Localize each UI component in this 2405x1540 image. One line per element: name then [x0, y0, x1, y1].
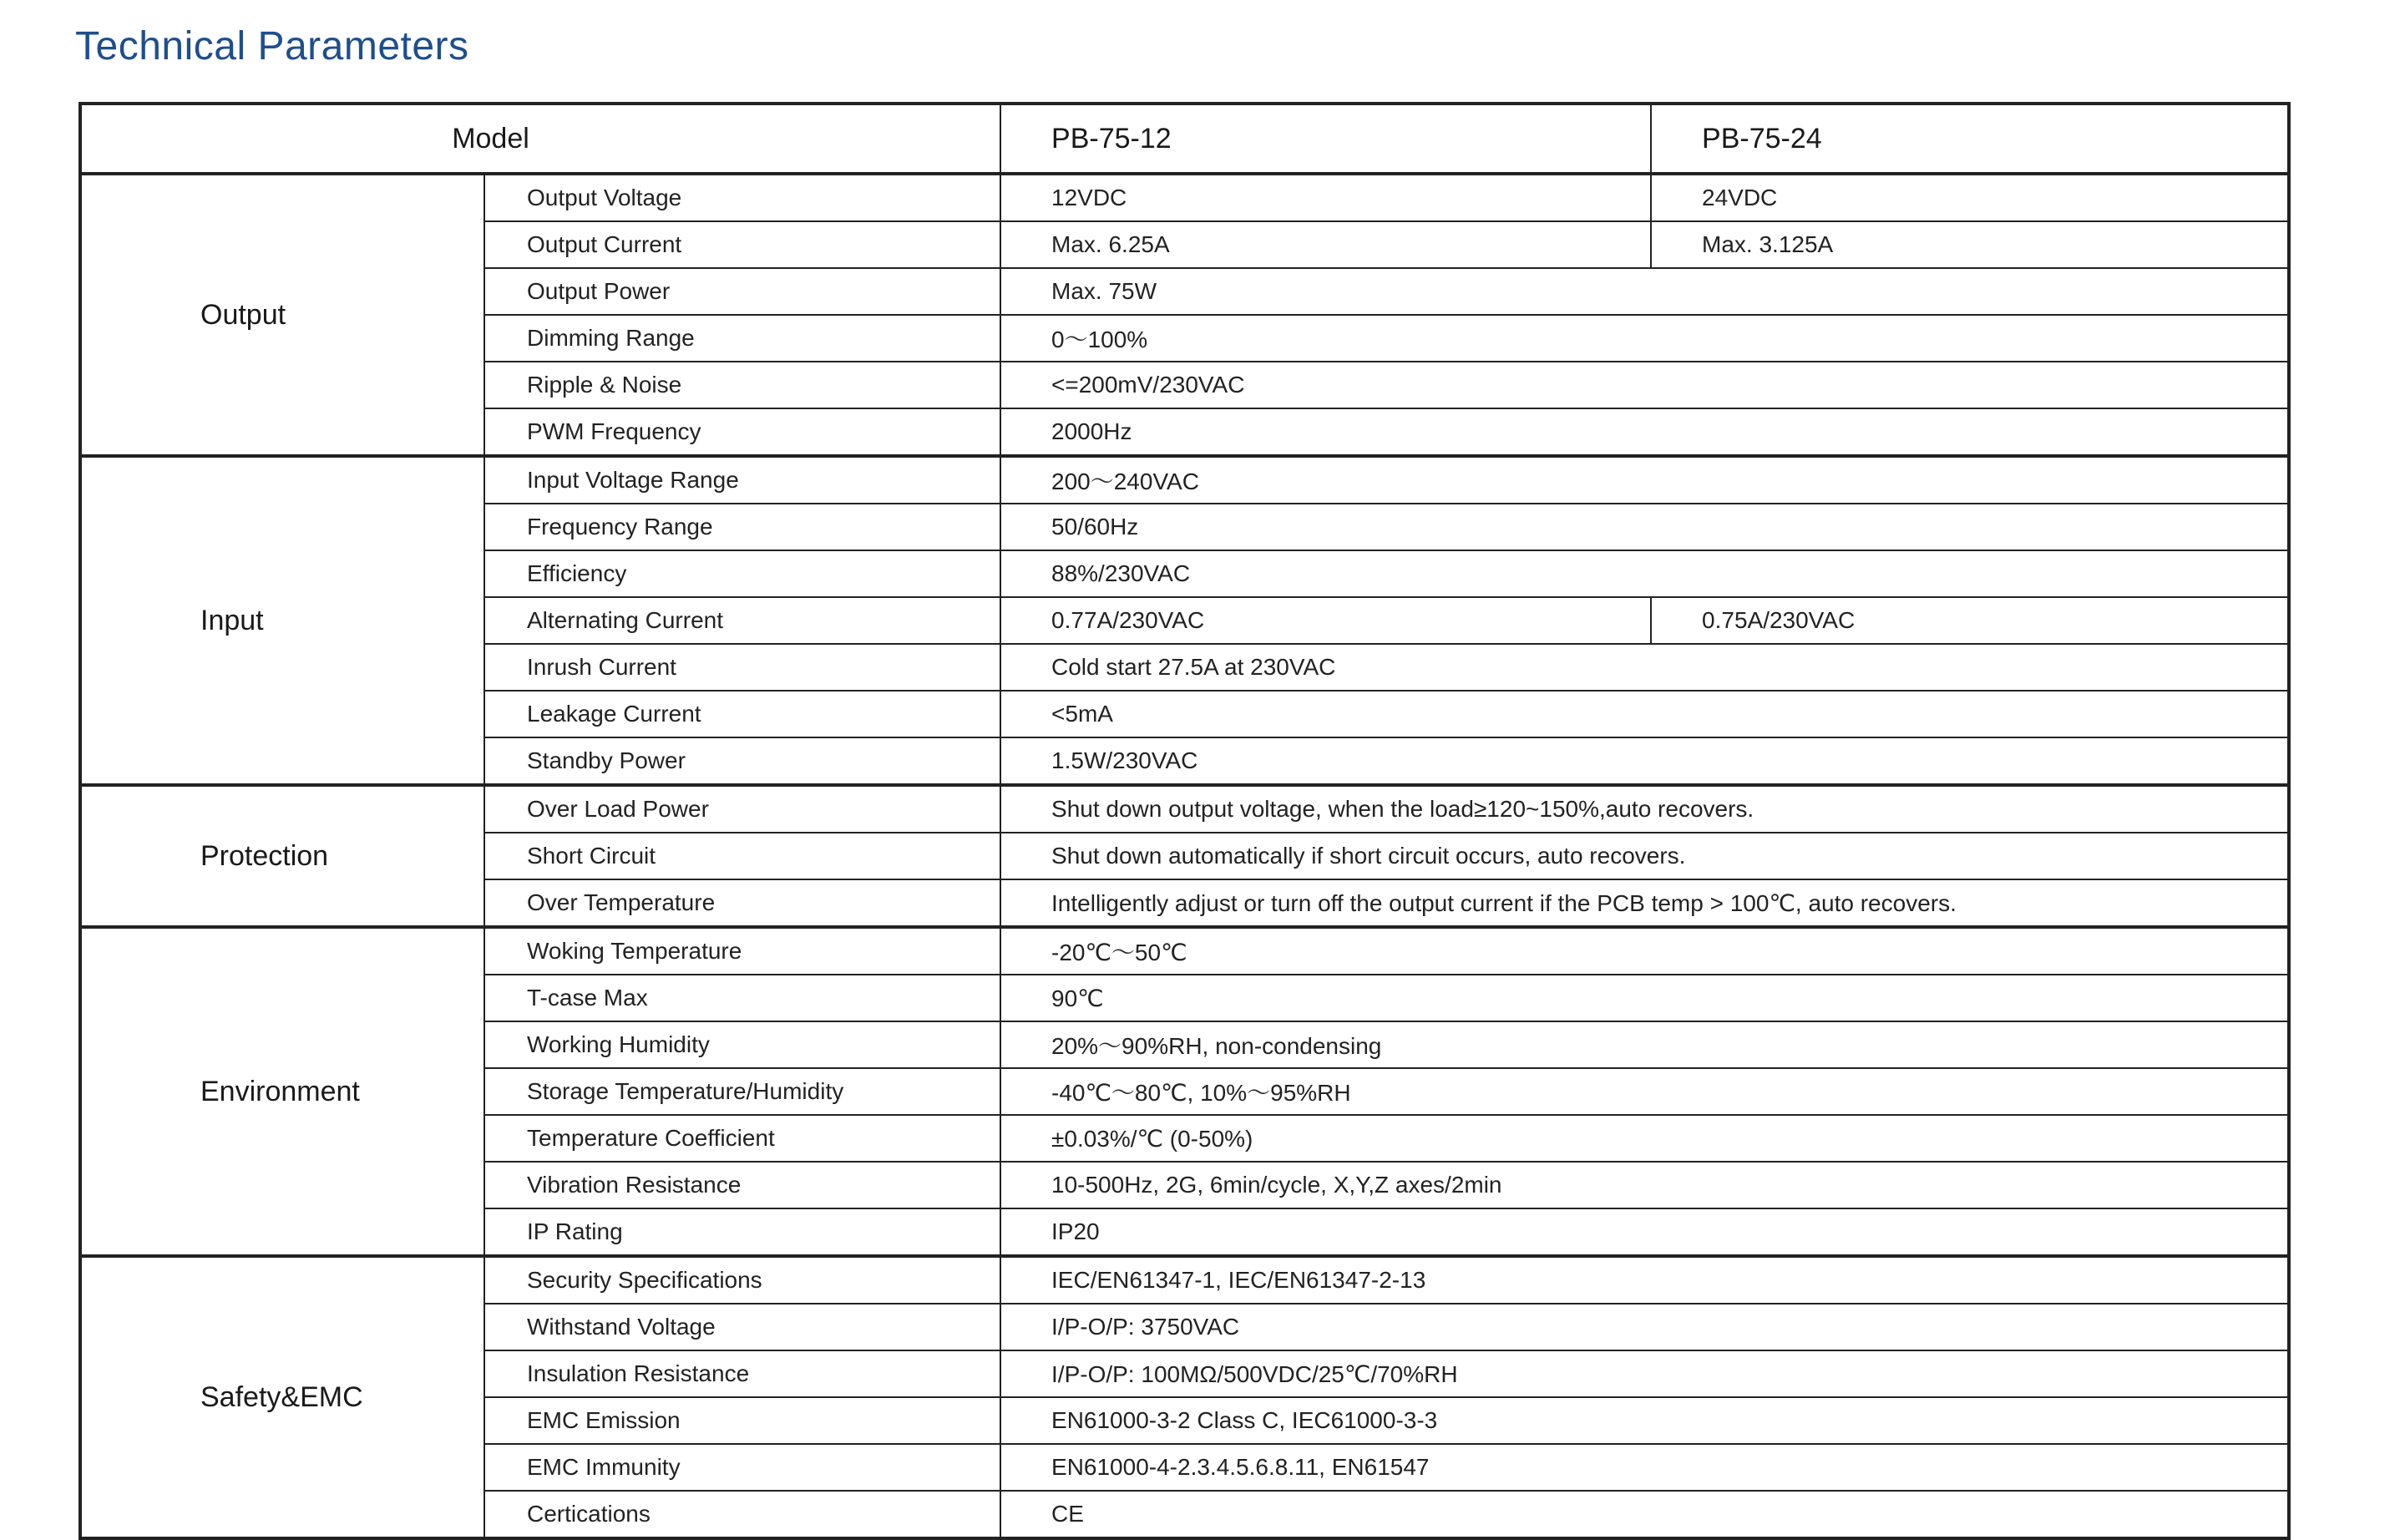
parameter-value: 0.77A/230VAC	[1000, 597, 1651, 644]
group-label: Output	[80, 174, 484, 456]
parameter-value: 0.75A/230VAC	[1651, 597, 2289, 644]
parameter-value: 24VDC	[1651, 174, 2289, 221]
parameter-value: CE	[1000, 1491, 2289, 1538]
parameter-value: Shut down automatically if short circuit occurs, auto recovers.	[1000, 833, 2289, 879]
parameter-label: Vibration Resistance	[484, 1162, 1000, 1208]
parameter-value: IEC/EN61347-1, IEC/EN61347-2-13	[1000, 1256, 2289, 1304]
parameter-value: 12VDC	[1000, 174, 1651, 221]
parameter-value: 2000Hz	[1000, 408, 2289, 456]
parameter-label: Dimming Range	[484, 315, 1000, 362]
parameter-value: EN61000-3-2 Class C, IEC61000-3-3	[1000, 1397, 2289, 1444]
parameter-label: Output Voltage	[484, 174, 1000, 221]
table-row	[80, 1256, 2289, 1304]
parameter-value: 10-500Hz, 2G, 6min/cycle, X,Y,Z axes/2min	[1000, 1162, 2289, 1208]
parameter-label: Inrush Current	[484, 644, 1000, 691]
page-title: Technical Parameters	[75, 24, 469, 68]
parameter-label: Ripple & Noise	[484, 362, 1000, 408]
parameter-value: 200～240VAC	[1000, 456, 2289, 504]
parameter-value: IP20	[1000, 1208, 2289, 1256]
parameter-label: Frequency Range	[484, 504, 1000, 550]
parameter-value: <=200mV/230VAC	[1000, 362, 2289, 408]
group-label: Input	[80, 456, 484, 785]
parameter-value: <5mA	[1000, 691, 2289, 737]
parameter-value: Intelligently adjust or turn off the output current if the PCB temp > 100℃, auto recovers.	[1000, 879, 2289, 927]
parameter-label: Storage Temperature/Humidity	[484, 1068, 1000, 1115]
parameter-value: I/P-O/P: 100MΩ/500VDC/25℃/70%RH	[1000, 1350, 2289, 1397]
parameter-label: Withstand Voltage	[484, 1304, 1000, 1350]
parameter-label: Security Specifications	[484, 1256, 1000, 1304]
table-header-row	[80, 104, 2289, 174]
parameter-value: 90℃	[1000, 975, 2289, 1021]
technical-parameters-table	[78, 102, 2291, 1540]
parameter-value: I/P-O/P: 3750VAC	[1000, 1304, 2289, 1350]
parameter-label: T-case Max	[484, 975, 1000, 1021]
parameter-value: -40℃～80℃, 10%～95%RH	[1000, 1068, 2289, 1115]
parameter-value: 88%/230VAC	[1000, 550, 2289, 597]
table-row	[80, 785, 2289, 833]
header-model-1: PB-75-12	[1000, 104, 1651, 174]
parameter-label: Over Load Power	[484, 785, 1000, 833]
header-model: Model	[80, 104, 1000, 174]
parameter-label: Certications	[484, 1491, 1000, 1538]
parameter-value: ±0.03%/℃ (0-50%)	[1000, 1115, 2289, 1162]
parameter-value: 0～100%	[1000, 315, 2289, 362]
parameter-value: Max. 75W	[1000, 268, 2289, 315]
parameter-value: Max. 6.25A	[1000, 221, 1651, 268]
parameter-label: Woking Temperature	[484, 927, 1000, 975]
parameter-value: EN61000-4-2.3.4.5.6.8.11, EN61547	[1000, 1444, 2289, 1491]
parameter-value: Cold start 27.5A at 230VAC	[1000, 644, 2289, 691]
parameter-value: 1.5W/230VAC	[1000, 737, 2289, 785]
parameter-value: Shut down output voltage, when the load≥120~150%,auto recovers.	[1000, 785, 2289, 833]
parameter-label: Working Humidity	[484, 1021, 1000, 1068]
parameter-value: Max. 3.125A	[1651, 221, 2289, 268]
table-row	[80, 456, 2289, 504]
parameter-label: Over Temperature	[484, 879, 1000, 927]
parameter-label: Input Voltage Range	[484, 456, 1000, 504]
parameter-label: Efficiency	[484, 550, 1000, 597]
parameter-label: Insulation Resistance	[484, 1350, 1000, 1397]
parameter-label: Alternating Current	[484, 597, 1000, 644]
parameter-label: Short Circuit	[484, 833, 1000, 879]
parameter-value: 20%～90%RH, non-condensing	[1000, 1021, 2289, 1068]
parameter-label: Temperature Coefficient	[484, 1115, 1000, 1162]
table-row	[80, 174, 2289, 221]
parameter-label: Leakage Current	[484, 691, 1000, 737]
table-body	[80, 174, 2289, 1538]
group-label: Environment	[80, 927, 484, 1256]
parameter-label: EMC Emission	[484, 1397, 1000, 1444]
group-label: Protection	[80, 785, 484, 927]
table-row	[80, 927, 2289, 975]
parameter-label: EMC Immunity	[484, 1444, 1000, 1491]
parameter-label: IP Rating	[484, 1208, 1000, 1256]
parameter-label: Output Current	[484, 221, 1000, 268]
parameter-label: PWM Frequency	[484, 408, 1000, 456]
header-model-2: PB-75-24	[1651, 104, 2289, 174]
parameter-value: 50/60Hz	[1000, 504, 2289, 550]
parameter-value: -20℃～50℃	[1000, 927, 2289, 975]
group-label: Safety&EMC	[80, 1256, 484, 1538]
parameter-label: Standby Power	[484, 737, 1000, 785]
parameter-label: Output Power	[484, 268, 1000, 315]
